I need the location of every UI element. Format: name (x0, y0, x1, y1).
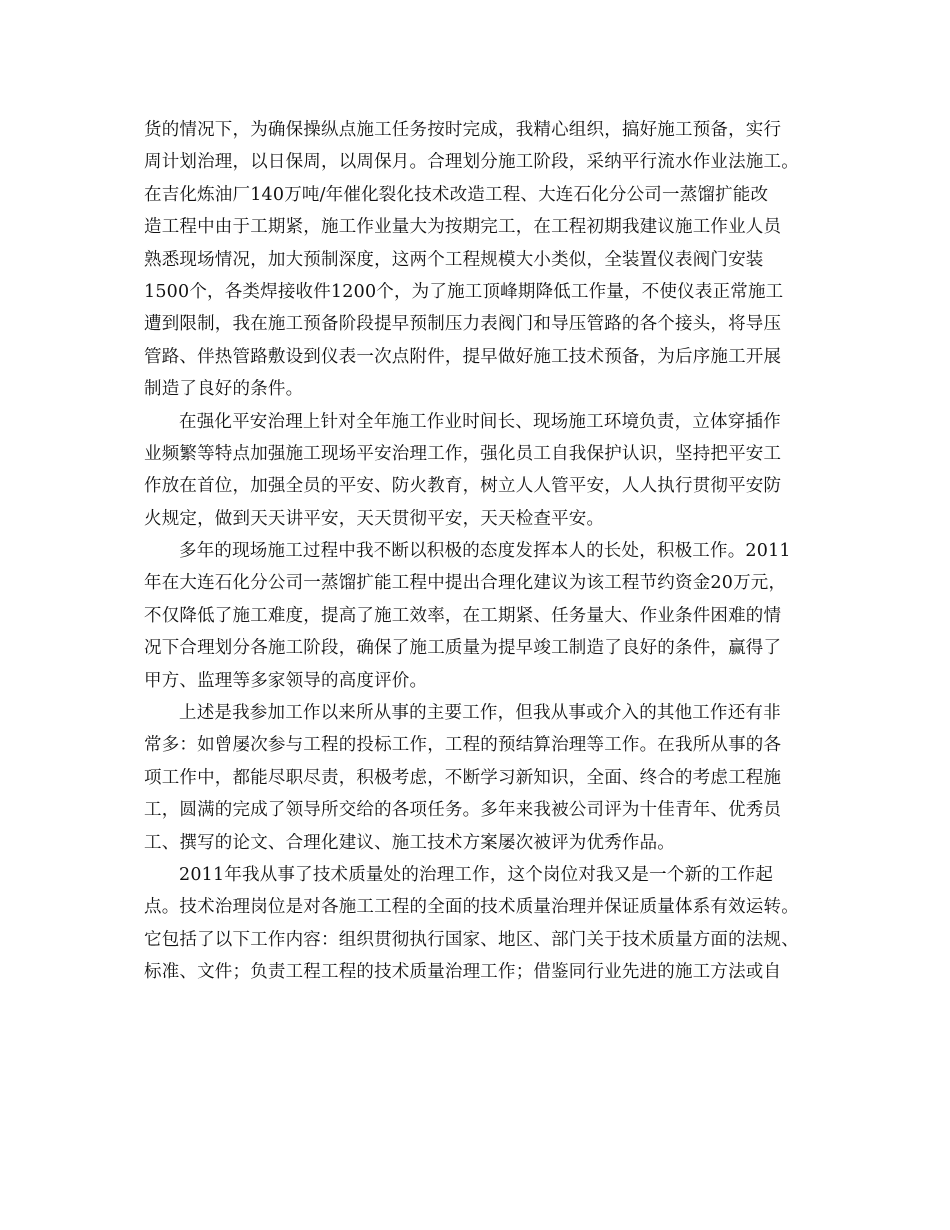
text-line: 不仅降低了施工难度，提高了施工效率，在工期紧、任务量大、作业条件困难的情 (144, 605, 782, 626)
text-line: 业频繁等特点加强施工现场平安治理工作，强化员工自我保护认识，坚持把平安工 (144, 443, 782, 464)
text-line: 工，圆满的完成了领导所交给的各项任务。多年来我被公司评为十佳青年、优秀员 (144, 800, 782, 821)
text-line: 管路、伴热管路敷设到仪表一次点附件，提早做好施工技术预备，为后序施工开展 (144, 346, 782, 367)
paragraph-first-line: 2011年我从事了技术质量处的治理工作，这个岗位对我又是一个新的工作起 (179, 864, 774, 885)
text-line: 火规定，做到天天讲平安，天天贯彻平安，天天检查平安。 (144, 508, 605, 529)
text-line: 周计划治理，以日保周，以周保月。合理划分施工阶段，采纳平行流水作业法施工。 (144, 152, 799, 173)
paragraph-first-line: 多年的现场施工过程中我不断以积极的态度发挥本人的长处，积极工作。2011 (179, 541, 791, 562)
text-line: 作放在首位，加强全员的平安、防火教育，树立人人管平安，人人执行贯彻平安防 (144, 476, 782, 497)
text-line: 制造了良好的条件。 (144, 379, 304, 400)
text-line: 1500个，各类焊接收件1200个，为了施工顶峰期降低工作量，不使仪表正常施工 (144, 281, 784, 302)
paragraph-first-line: 上述是我参加工作以来所从事的主要工作，但我从事或介入的其他工作还有非 (179, 703, 781, 724)
text-line: 点。技术治理岗位是对各施工工程的全面的技术质量治理并保证质量体系有效运转。 (144, 897, 799, 918)
text-line: 造工程中由于工期紧，施工作业量大为按期完工，在工程初期我建议施工作业人员 (144, 217, 782, 238)
text-line: 熟悉现场情况，加大预制深度，这两个工程规模大小类似，全装置仪表阀门安装 (144, 249, 764, 270)
text-line: 在吉化炼油厂140万吨/年催化裂化技术改造工程、大连石化分公司一蒸馏扩能改 (144, 184, 769, 205)
text-line: 甲方、监理等多家领导的高度评价。 (144, 670, 428, 691)
text-line: 年在大连石化分公司一蒸馏扩能工程中提出合理化建议为该工程节约资金20万元， (144, 573, 787, 594)
text-line: 遭到限制，我在施工预备阶段提早预制压力表阀门和导压管路的各个接头，将导压 (144, 314, 782, 335)
text-line: 标准、文件；负责工程工程的技术质量治理工作；借鉴同行业先进的施工方法或自 (144, 962, 782, 983)
text-line: 项工作中，都能尽职尽责，积极考虑，不断学习新知识，全面、终合的考虑工程施 (144, 767, 782, 788)
document-body (144, 114, 824, 989)
text-line: 况下合理划分各施工阶段，确保了施工质量为提早竣工制造了良好的条件，赢得了 (144, 638, 782, 659)
text-line: 工、撰写的论文、合理化建议、施工技术方案屡次被评为优秀作品。 (144, 832, 675, 853)
text-line: 它包括了以下工作内容：组织贯彻执行国家、地区、部门关于技术质量方面的法规、 (144, 929, 799, 950)
text-line: 常多：如曾屡次参与工程的投标工作，工程的预结算治理等工作。在我所从事的各 (144, 735, 782, 756)
text-line: 货的情况下，为确保操纵点施工任务按时完成，我精心组织，搞好施工预备，实行 (144, 120, 782, 140)
paragraph-first-line: 在强化平安治理上针对全年施工作业时间长、现场施工环境负责，立体穿插作 (179, 411, 781, 432)
